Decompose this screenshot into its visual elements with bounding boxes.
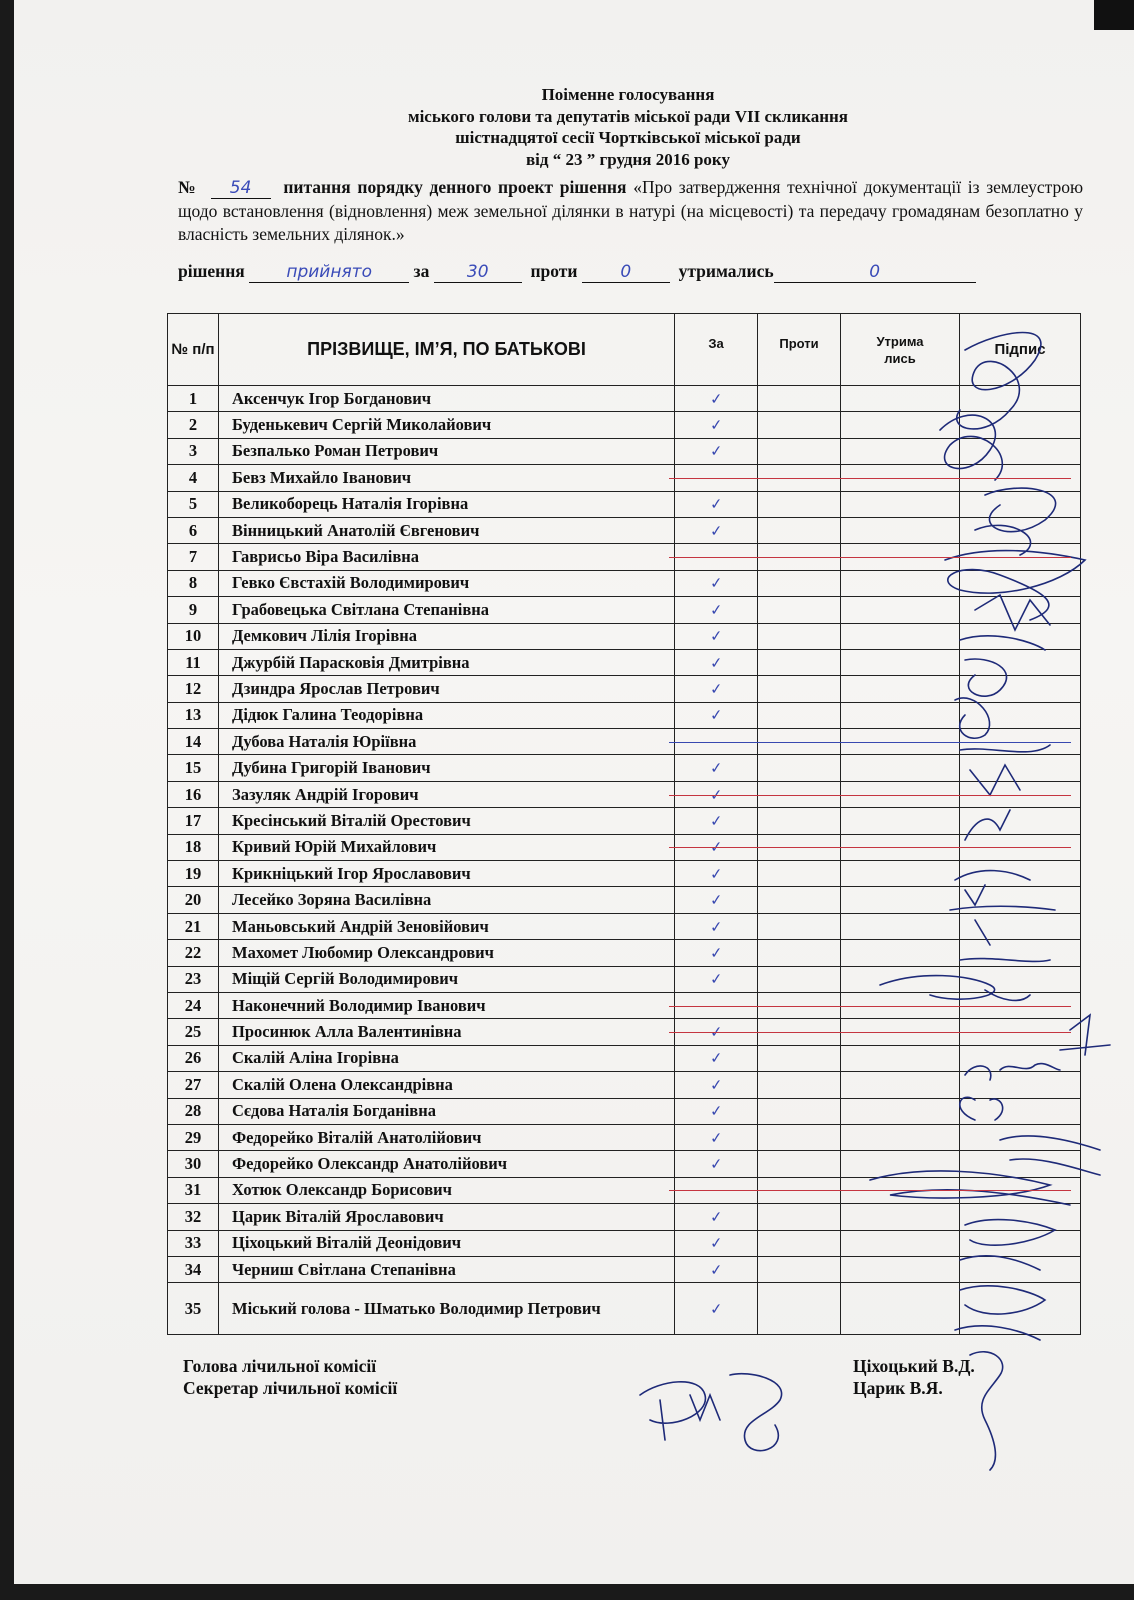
vote-against-cell — [758, 623, 841, 649]
row-number: 2 — [168, 412, 219, 438]
for-field — [434, 261, 522, 283]
deputy-name: Кресінський Віталій Орестович — [219, 808, 675, 834]
vote-row — [168, 966, 1081, 992]
check-mark-icon: ✓ — [709, 1233, 723, 1253]
abstained-value: 0 — [869, 262, 881, 282]
vote-against-cell — [758, 1124, 841, 1150]
signature-cell — [960, 517, 1081, 543]
row-number: 10 — [168, 623, 219, 649]
deputy-name: Джурбій Парасковія Дмитрівна — [219, 649, 675, 675]
vote-for-cell — [675, 1124, 758, 1150]
vote-against-cell — [758, 861, 841, 887]
deputy-name: Аксенчук Ігор Богданович — [219, 386, 675, 412]
deputy-name: Грабовецька Світлана Степанівна — [219, 597, 675, 623]
vote-table-header — [168, 314, 1081, 386]
vote-table — [167, 313, 1081, 1335]
deputy-name: Міщій Сергій Володимирович — [219, 966, 675, 992]
vote-abstain-cell — [841, 491, 960, 517]
vote-row — [168, 412, 1081, 438]
vote-against-cell — [758, 1256, 841, 1282]
signature-cell — [960, 597, 1081, 623]
vote-row — [168, 755, 1081, 781]
vote-row — [168, 623, 1081, 649]
abstained-field — [774, 261, 976, 283]
row-number: 15 — [168, 755, 219, 781]
vote-abstain-cell — [841, 1151, 960, 1177]
row-number: 17 — [168, 808, 219, 834]
check-mark-icon: ✓ — [709, 1154, 723, 1174]
signature-cell — [960, 676, 1081, 702]
check-mark-icon: ✓ — [709, 1207, 723, 1227]
row-number: 18 — [168, 834, 219, 860]
vote-row — [168, 702, 1081, 728]
deputy-name: Дзиндра Ярослав Петрович — [219, 676, 675, 702]
vote-row — [168, 649, 1081, 675]
vote-row — [168, 597, 1081, 623]
vote-against-cell — [758, 1151, 841, 1177]
vote-abstain-cell — [841, 1072, 960, 1098]
deputy-name: Дідюк Галина Теодорівна — [219, 702, 675, 728]
agenda-no-label: № — [178, 177, 198, 197]
vote-for-cell — [675, 861, 758, 887]
signature-cell — [960, 755, 1081, 781]
chair-row — [183, 1356, 1103, 1378]
vote-abstain-cell — [841, 913, 960, 939]
row-number: 25 — [168, 1019, 219, 1045]
check-mark-icon: ✓ — [709, 943, 723, 963]
vote-abstain-cell — [841, 1098, 960, 1124]
check-mark-icon: ✓ — [709, 969, 723, 989]
signature-cell — [960, 1045, 1081, 1071]
vote-against-cell — [758, 570, 841, 596]
absent-strike-line — [669, 847, 1071, 848]
deputy-name: Великоборець Наталія Ігорівна — [219, 491, 675, 517]
vote-abstain-cell — [841, 570, 960, 596]
vote-row — [168, 676, 1081, 702]
vote-row — [168, 861, 1081, 887]
secretary-label: Секретар лічильної комісії — [183, 1378, 398, 1398]
signature-cell — [960, 570, 1081, 596]
vote-for-cell — [675, 386, 758, 412]
vote-against-cell — [758, 517, 841, 543]
row-number: 31 — [168, 1177, 219, 1203]
result-line — [178, 261, 1083, 283]
vote-for-cell — [675, 1256, 758, 1282]
decision-value: прийнято — [286, 262, 372, 282]
signature-cell — [960, 1283, 1081, 1335]
check-mark-icon: ✓ — [709, 415, 723, 435]
vote-against-cell — [758, 649, 841, 675]
vote-for-cell — [675, 940, 758, 966]
absent-strike-line — [669, 1032, 1071, 1033]
vote-row — [168, 570, 1081, 596]
secretary-row — [183, 1378, 1103, 1400]
vote-against-cell — [758, 1045, 841, 1071]
check-mark-icon: ✓ — [709, 494, 723, 514]
signature-cell — [960, 702, 1081, 728]
chair-name: Ціхоцький В.Д. — [853, 1356, 975, 1376]
vote-against-cell — [758, 491, 841, 517]
deputy-name: Крикніцький Ігор Ярославович — [219, 861, 675, 887]
vote-for-cell — [675, 597, 758, 623]
signature-cell — [960, 940, 1081, 966]
vote-abstain-cell — [841, 412, 960, 438]
abstained-label: утримались — [678, 261, 774, 281]
row-number: 34 — [168, 1256, 219, 1282]
row-number: 24 — [168, 992, 219, 1018]
row-number: 23 — [168, 966, 219, 992]
vote-against-cell — [758, 1283, 841, 1335]
signature-cell — [960, 1230, 1081, 1256]
absent-strike-line — [669, 1006, 1071, 1007]
vote-abstain-cell — [841, 517, 960, 543]
deputy-name: Буденькевич Сергій Миколайович — [219, 412, 675, 438]
deputy-name: Міський голова - Шматько Володимир Петрович — [219, 1283, 675, 1335]
deputy-name: Дубова Наталія Юріївна — [219, 729, 675, 755]
vote-against-cell — [758, 597, 841, 623]
chair-label: Голова лічильної комісії — [183, 1356, 377, 1376]
deputy-name: Гаврисьо Віра Василівна — [219, 544, 675, 570]
deputy-name: Вінницький Анатолій Євгенович — [219, 517, 675, 543]
header-date: від “ 23 ” грудня 2016 року — [526, 149, 730, 169]
signature-cell — [960, 966, 1081, 992]
signature-cell — [960, 913, 1081, 939]
check-mark-icon: ✓ — [709, 389, 723, 409]
row-number: 20 — [168, 887, 219, 913]
row-number: 19 — [168, 861, 219, 887]
vote-abstain-cell — [841, 1230, 960, 1256]
deputy-name: Просинюк Алла Валентинівна — [219, 1019, 675, 1045]
vote-against-cell — [758, 940, 841, 966]
row-number: 22 — [168, 940, 219, 966]
row-number: 11 — [168, 649, 219, 675]
deputy-name: Демкович Лілія Ігорівна — [219, 623, 675, 649]
deputy-name: Маньовський Андрій Зеновійович — [219, 913, 675, 939]
vote-for-cell — [675, 676, 758, 702]
vote-abstain-cell — [841, 940, 960, 966]
deputy-name: Бевз Михайло Іванович — [219, 465, 675, 491]
signature-cell — [960, 412, 1081, 438]
row-number: 3 — [168, 438, 219, 464]
vote-row — [168, 1072, 1081, 1098]
check-mark-icon: ✓ — [709, 705, 723, 725]
vote-abstain-cell — [841, 755, 960, 781]
vote-row — [168, 386, 1081, 412]
row-number: 21 — [168, 913, 219, 939]
vote-for-cell — [675, 1098, 758, 1124]
secretary-name: Царик В.Я. — [853, 1378, 943, 1398]
check-mark-icon: ✓ — [709, 917, 723, 936]
signature-cell — [960, 861, 1081, 887]
row-number: 7 — [168, 544, 219, 570]
vote-for-cell — [675, 1045, 758, 1071]
check-mark-icon: ✓ — [709, 1260, 723, 1279]
vote-abstain-cell — [841, 1124, 960, 1150]
row-number: 33 — [168, 1230, 219, 1256]
vote-abstain-cell — [841, 623, 960, 649]
decision-label: рішення — [178, 261, 245, 281]
signature-cell — [960, 1256, 1081, 1282]
vote-against-cell — [758, 755, 841, 781]
vote-against-cell — [758, 1098, 841, 1124]
vote-abstain-cell — [841, 649, 960, 675]
deputy-name: Лесейко Зоряна Василівна — [219, 887, 675, 913]
vote-abstain-cell — [841, 597, 960, 623]
scan-edge — [1094, 0, 1134, 30]
vote-for-cell — [675, 517, 758, 543]
vote-row — [168, 1204, 1081, 1230]
row-number: 9 — [168, 597, 219, 623]
check-mark-icon: ✓ — [709, 811, 723, 831]
vote-for-cell — [675, 887, 758, 913]
check-mark-icon: ✓ — [709, 890, 723, 910]
vote-against-cell — [758, 887, 841, 913]
vote-for-cell — [675, 412, 758, 438]
signature-cell — [960, 623, 1081, 649]
row-number: 35 — [168, 1283, 219, 1335]
vote-row — [168, 1151, 1081, 1177]
col-signature-header: Підпис — [960, 314, 1081, 386]
deputy-name: Безпалько Роман Петрович — [219, 438, 675, 464]
against-value: 0 — [620, 262, 632, 282]
check-mark-icon: ✓ — [709, 1101, 723, 1121]
vote-for-cell — [675, 491, 758, 517]
check-mark-icon: ✓ — [709, 1299, 723, 1319]
vote-row — [168, 808, 1081, 834]
against-field — [582, 261, 670, 283]
vote-against-cell — [758, 412, 841, 438]
vote-abstain-cell — [841, 808, 960, 834]
row-number: 14 — [168, 729, 219, 755]
check-mark-icon: ✓ — [709, 574, 723, 593]
vote-for-cell — [675, 1230, 758, 1256]
vote-for-cell — [675, 913, 758, 939]
vote-abstain-cell — [841, 1204, 960, 1230]
header-subtitle: міського голови та депутатів міської ради VII скликання — [408, 106, 848, 126]
vote-abstain-cell — [841, 966, 960, 992]
signature-cell — [960, 1072, 1081, 1098]
row-number: 29 — [168, 1124, 219, 1150]
signature-cell — [960, 1098, 1081, 1124]
vote-for-cell — [675, 649, 758, 675]
col-abstain-header: Утрима лись — [841, 314, 960, 386]
signature-cell — [960, 649, 1081, 675]
vote-row — [168, 1045, 1081, 1071]
vote-row — [168, 913, 1081, 939]
vote-row — [168, 1256, 1081, 1282]
vote-for-cell — [675, 1072, 758, 1098]
deputy-name: Царик Віталій Ярославович — [219, 1204, 675, 1230]
vote-against-cell — [758, 676, 841, 702]
deputy-name: Зазуляк Андрій Ігорович — [219, 781, 675, 807]
vote-for-cell — [675, 1283, 758, 1335]
deputy-name: Гевко Євстахій Володимирович — [219, 570, 675, 596]
decision-field — [249, 261, 409, 283]
agenda-no-value: 54 — [229, 178, 252, 198]
vote-row — [168, 1283, 1081, 1335]
signature-cell — [960, 1151, 1081, 1177]
vote-against-cell — [758, 1230, 841, 1256]
vote-for-cell — [675, 438, 758, 464]
col-for-header: За — [675, 314, 758, 386]
vote-row — [168, 517, 1081, 543]
vote-for-cell — [675, 1204, 758, 1230]
deputy-name: Федорейко Віталій Анатолійович — [219, 1124, 675, 1150]
vote-table-body — [168, 386, 1081, 1335]
vote-against-cell — [758, 702, 841, 728]
absent-strike-line — [669, 478, 1071, 479]
vote-for-cell — [675, 808, 758, 834]
signature-cell — [960, 438, 1081, 464]
deputy-name: Махомет Любомир Олександрович — [219, 940, 675, 966]
deputy-name: Сєдова Наталія Богданівна — [219, 1098, 675, 1124]
check-mark-icon: ✓ — [709, 837, 723, 857]
vote-row — [168, 1230, 1081, 1256]
signature-cell — [960, 887, 1081, 913]
absent-strike-line — [669, 1190, 1071, 1191]
deputy-name: Ціхоцький Віталій Деонідович — [219, 1230, 675, 1256]
check-mark-icon: ✓ — [709, 758, 723, 778]
vote-row — [168, 491, 1081, 517]
vote-against-cell — [758, 966, 841, 992]
deputy-name: Скалій Аліна Ігорівна — [219, 1045, 675, 1071]
vote-against-cell — [758, 913, 841, 939]
vote-abstain-cell — [841, 1283, 960, 1335]
check-mark-icon: ✓ — [709, 1075, 723, 1095]
document-footer — [183, 1356, 1103, 1400]
vote-abstain-cell — [841, 702, 960, 728]
vote-for-cell — [675, 1151, 758, 1177]
check-mark-icon: ✓ — [709, 600, 723, 620]
agenda-item — [178, 176, 1083, 247]
row-number: 1 — [168, 386, 219, 412]
deputy-name: Наконечний Володимир Іванович — [219, 992, 675, 1018]
row-number: 4 — [168, 465, 219, 491]
check-mark-icon: ✓ — [709, 785, 723, 804]
check-mark-icon: ✓ — [709, 864, 723, 884]
vote-against-cell — [758, 386, 841, 412]
against-label: проти — [530, 261, 578, 281]
header-title: Поіменне голосування — [541, 85, 715, 104]
vote-abstain-cell — [841, 1045, 960, 1071]
vote-abstain-cell — [841, 887, 960, 913]
signature-cell — [960, 386, 1081, 412]
col-name-header: ПРІЗВИЩЕ, ІМ’Я, ПО БАТЬКОВІ — [219, 314, 675, 386]
signature-cell — [960, 1124, 1081, 1150]
vote-abstain-cell — [841, 386, 960, 412]
row-number: 26 — [168, 1045, 219, 1071]
for-label: за — [413, 261, 430, 281]
row-number: 16 — [168, 781, 219, 807]
check-mark-icon: ✓ — [709, 679, 723, 699]
vote-abstain-cell — [841, 861, 960, 887]
agenda-item-text: «Про затвердження технічної документації із землеустрою щодо встановлення (відновлення) меж земельної ділянки в натурі (на місцевості) та передачу громадянам безоплатно у власність земельних ділянок.» — [178, 177, 1084, 244]
check-mark-icon: ✓ — [709, 442, 723, 461]
document-header — [178, 84, 1078, 170]
row-number: 13 — [168, 702, 219, 728]
deputy-name: Скалій Олена Олександрівна — [219, 1072, 675, 1098]
vote-abstain-cell — [841, 438, 960, 464]
check-mark-icon: ✓ — [709, 653, 723, 673]
vote-for-cell — [675, 623, 758, 649]
row-number: 5 — [168, 491, 219, 517]
signature-cell — [960, 1204, 1081, 1230]
check-mark-icon: ✓ — [709, 521, 723, 541]
check-mark-icon: ✓ — [709, 1022, 723, 1042]
vote-for-cell — [675, 702, 758, 728]
vote-for-cell — [675, 755, 758, 781]
vote-row — [168, 1098, 1081, 1124]
absent-strike-line — [669, 557, 1071, 558]
deputy-name: Дубина Григорій Іванович — [219, 755, 675, 781]
check-mark-icon: ✓ — [709, 626, 723, 646]
signature-cell — [960, 808, 1081, 834]
vote-abstain-cell — [841, 1256, 960, 1282]
row-number: 12 — [168, 676, 219, 702]
row-number: 8 — [168, 570, 219, 596]
row-number: 32 — [168, 1204, 219, 1230]
vote-against-cell — [758, 1072, 841, 1098]
col-against-header: Проти — [758, 314, 841, 386]
vote-against-cell — [758, 1204, 841, 1230]
deputy-name: Федорейко Олександр Анатолійович — [219, 1151, 675, 1177]
deputy-name: Черниш Світлана Степанівна — [219, 1256, 675, 1282]
check-mark-icon: ✓ — [709, 1049, 723, 1068]
deputy-name: Хотюк Олександр Борисович — [219, 1177, 675, 1203]
agenda-no-field — [211, 177, 271, 199]
deputy-name: Кривий Юрій Михайлович — [219, 834, 675, 860]
absent-strike-line — [669, 795, 1071, 796]
row-number: 6 — [168, 517, 219, 543]
col-num-header: № п/п — [168, 314, 219, 386]
vote-against-cell — [758, 438, 841, 464]
row-number: 30 — [168, 1151, 219, 1177]
row-number: 28 — [168, 1098, 219, 1124]
signature-cell — [960, 491, 1081, 517]
row-number: 27 — [168, 1072, 219, 1098]
vote-row — [168, 1124, 1081, 1150]
vote-row — [168, 438, 1081, 464]
for-value: 30 — [466, 262, 489, 282]
check-mark-icon: ✓ — [709, 1128, 723, 1148]
vote-for-cell — [675, 966, 758, 992]
vote-abstain-cell — [841, 676, 960, 702]
vote-for-cell — [675, 570, 758, 596]
header-session: шістнадцятої сесії Чортківської міської ради — [455, 128, 801, 147]
absent-strike-line — [669, 742, 1071, 743]
vote-row — [168, 887, 1081, 913]
vote-row — [168, 940, 1081, 966]
agenda-item-label: питання порядку денного проект рішення — [283, 177, 627, 197]
vote-against-cell — [758, 808, 841, 834]
